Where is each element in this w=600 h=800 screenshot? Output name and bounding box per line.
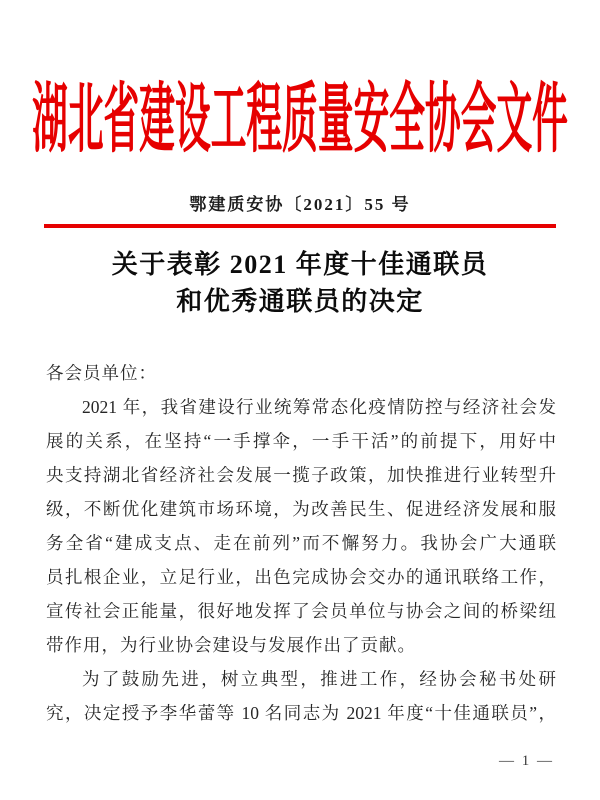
body-line: 究，决定授予李华蕾等 10 名同志为 2021 年度“十佳通联员”， [46, 703, 556, 723]
body-line: 员扎根企业，立足行业，出色完成协会交办的通讯联络工作， [46, 567, 556, 587]
body-line: 为了鼓励先进，树立典型，推进工作，经协会秘书处研 [82, 669, 556, 689]
body-line: 宣传社会正能量，很好地发挥了会员单位与协会之间的桥梁纽 [46, 601, 556, 621]
document-body [46, 356, 556, 730]
document-title [0, 246, 600, 320]
header-divider-line [44, 224, 556, 228]
body-line: 带作用，为行业协会建设与发展作出了贡献。 [46, 635, 416, 655]
body-line: 展的关系，在坚持“一手撑伞，一手干活”的前提下，用好中 [46, 431, 556, 451]
page-number: — 1 — [499, 753, 554, 769]
document-number: 鄂建质安协〔2021〕55 号 [189, 195, 411, 214]
body-line: 2021 年，我省建设行业统筹常态化疫情防控与经济社会发 [82, 397, 556, 417]
document-header-title: 湖北省建设工程质量安全协会文件 [32, 77, 568, 162]
body-line: 央支持湖北省经济社会发展一揽子政策，加快推进行业转型升 [46, 465, 556, 485]
document-title-line-1: 关于表彰 2021 年度十佳通联员 [111, 250, 489, 279]
body-line: 务全省“建成支点、走在前列”而不懈努力。我协会广大通联 [46, 533, 556, 553]
salutation: 各会员单位： [46, 363, 157, 383]
body-line: 级，不断优化建筑市场环境，为改善民生、促进经济发展和服 [46, 499, 556, 519]
document-title-line-2: 和优秀通联员的决定 [176, 287, 424, 316]
